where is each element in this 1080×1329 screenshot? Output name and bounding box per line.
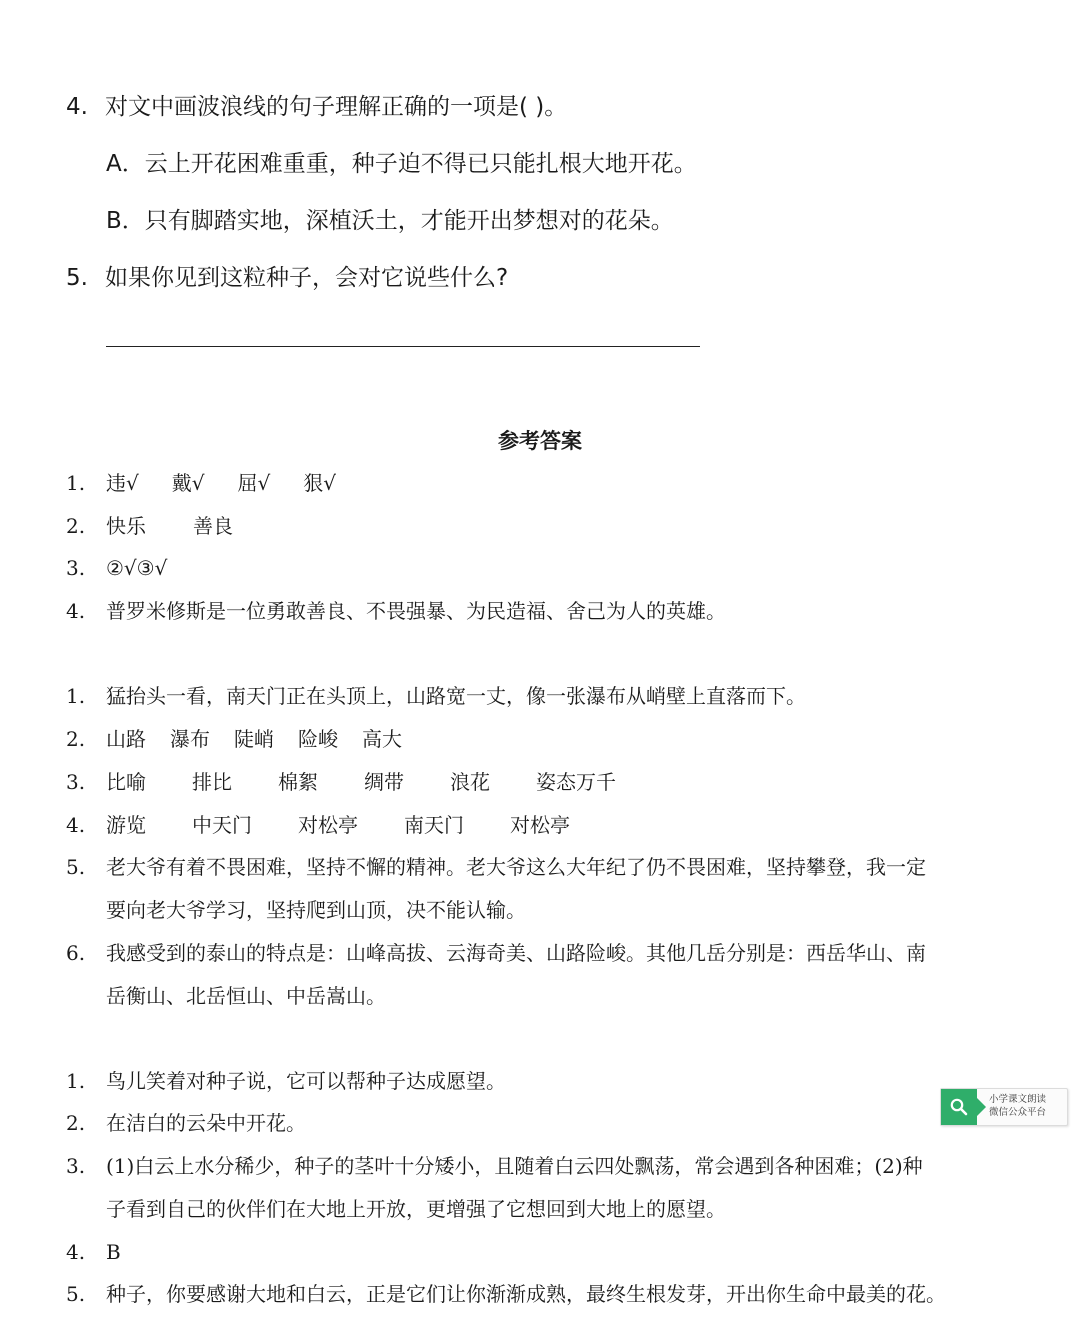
answer-number: 4. [66,599,86,623]
answer-row [66,1066,506,1096]
answer-item: 对松亭 [298,813,358,837]
answer-item: 比喻 [106,770,146,794]
answer-row [66,681,806,711]
badge-line-2: 微信公众平台 [989,1107,1047,1118]
answer-item: 狠√ [303,471,336,495]
answer-item: 游览 [106,813,146,837]
answer-number: 6. [66,941,86,965]
answer-row [66,596,726,626]
question-number: 4. [66,94,88,120]
answer-row [66,1279,946,1309]
answer-item: 快乐 [106,514,146,538]
answer-number: 4. [66,1240,86,1264]
answer-number: 3. [66,1154,86,1178]
answer-item: 种子，你要感谢大地和白云，正是它们让你渐渐成熟，最终生根发芽，开出你生命中最美的花。 [106,1282,946,1306]
answer-item: 南天门 [404,813,464,837]
answer-line: 老大爷有着不畏困难，坚持不懈的精神。老大爷这么大年纪了仍不畏困难，坚持攀登，我一定 [106,855,926,879]
answer-item: 瀑布 [170,727,210,751]
answer-line-continued: 要向老大爷学习，坚持爬到山顶，决不能认输。 [106,898,526,922]
answer-number: 2. [66,1111,86,1135]
answer-line-continued: 子看到自己的伙伴们在大地上开放，更增强了它想回到大地上的愿望。 [106,1197,726,1221]
answer-item: 险峻 [298,727,338,751]
answer-item: 排比 [192,770,232,794]
question-5 [66,263,508,293]
wechat-watermark-badge[interactable] [940,1088,1068,1126]
answer-item: 对松亭 [510,813,570,837]
answer-line-continued: 岳衡山、北岳恒山、中岳嵩山。 [106,984,386,1008]
answer-row [66,1108,306,1138]
answer-item: B [106,1240,121,1264]
answer-item: 善良 [193,514,233,538]
answer-number: 1. [66,1069,86,1093]
answer-number: 2. [66,514,86,538]
answer-item: 浪花 [450,770,490,794]
option-b: B．只有脚踏实地，深植沃土，才能开出梦想对的花朵。 [106,208,674,234]
answer-row [66,553,167,583]
answer-row [66,1237,121,1267]
answer-number: 3. [66,770,86,794]
answer-number: 1. [66,684,86,708]
answer-item: 高大 [362,727,402,751]
question-4 [66,92,567,122]
answer-item: 绸带 [364,770,404,794]
answer-item: 戴√ [171,471,205,495]
answer-item: 山路 [106,727,146,751]
answer-number: 5. [66,855,86,879]
answer-item: ②√③√ [106,556,168,580]
answer-number: 5. [66,1282,86,1306]
question-text: 如果你见到这粒种子，会对它说些什么? [105,265,509,291]
answer-item: 猛抬头一看，南天门正在头顶上，山路宽一丈，像一张瀑布从峭壁上直落而下。 [106,684,806,708]
answer-key-title: 参考答案 [498,428,582,453]
answer-item: 棉絮 [278,770,318,794]
answer-row [66,468,336,498]
badge-line-1: 小学课文朗读 [989,1094,1047,1105]
answer-row [66,511,233,541]
answer-number: 3. [66,556,86,580]
answer-row [66,1151,923,1181]
answer-number: 4. [66,813,86,837]
answer-line: (1)白云上水分稀少，种子的茎叶十分矮小，且随着白云四处飘荡，常会遇到各种困难；(2)种 [106,1154,923,1178]
option-a: A．云上开花困难重重，种子迫不得已只能扎根大地开花。 [106,151,697,177]
answer-item: 鸟儿笑着对种子说，它可以帮种子达成愿望。 [106,1069,506,1093]
answer-row [66,852,926,882]
question-text: 对文中画波浪线的句子理解正确的一项是( )。 [105,94,568,120]
answer-item: 屈√ [237,471,271,495]
question-number: 5. [66,265,88,291]
answer-item: 普罗米修斯是一位勇敢善良、不畏强暴、为民造福、舍己为人的英雄。 [106,599,726,623]
answer-row [66,810,570,840]
answer-row [66,938,926,968]
answer-item: 中天门 [192,813,252,837]
answer-item: 在洁白的云朵中开花。 [106,1111,306,1135]
answer-line: 我感受到的泰山的特点是：山峰高拔、云海奇美、山路险峻。其他几岳分别是：西岳华山、南 [106,941,926,965]
answer-row [66,724,402,754]
answer-item: 姿态万千 [536,770,616,794]
answer-blank-line[interactable] [106,346,700,347]
answer-number: 2. [66,727,86,751]
answer-row [66,767,616,797]
answer-item: 违√ [106,471,139,495]
answer-item: 陡峭 [234,727,274,751]
answer-number: 1. [66,471,86,495]
search-icon [949,1097,969,1117]
